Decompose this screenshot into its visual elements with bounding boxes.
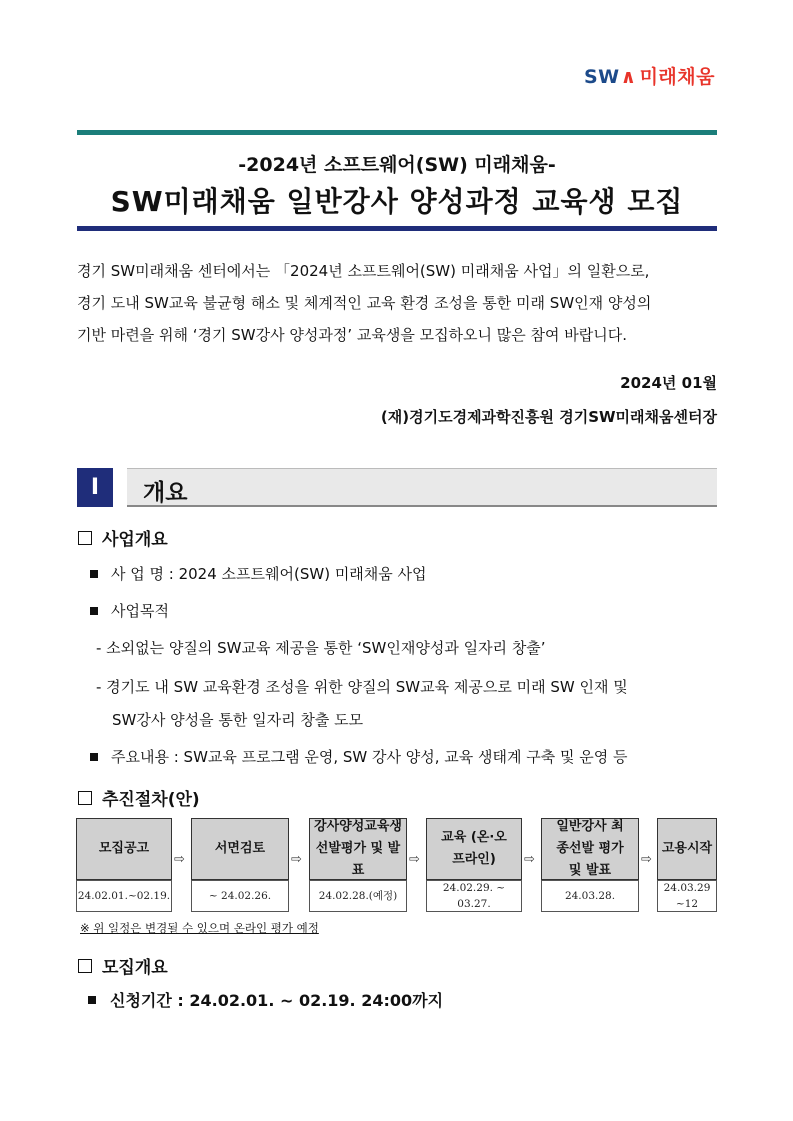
main-content-text: 주요내용 : SW교육 프로그램 운영, SW 강사 양성, 교육 생태계 구축 및 운영 등 (111, 748, 628, 766)
main-content-item (90, 746, 628, 767)
flow-step-6: 고용시작 (657, 818, 717, 880)
logo-mark: ∧ (620, 66, 637, 88)
header-top-rule (77, 130, 717, 135)
purpose-line-1: - 소외없는 양질의 SW교육 제공을 통한 ‘SW인재양성과 일자리 창출’ (96, 639, 546, 657)
flow-step-5-date: 24.03.28. (541, 880, 639, 912)
flow-arrow-icon: ⇨ (291, 852, 302, 867)
flow-step-5: 일반강사 최종선발 평가 및 발표 (541, 818, 639, 880)
recruit-heading (78, 953, 168, 978)
swa-logo (584, 62, 715, 89)
section-title: 개요 (143, 480, 188, 506)
header-bottom-rule (77, 226, 717, 231)
biz-overview-heading-text: 사업개요 (102, 530, 168, 550)
bullet-square-icon (88, 996, 96, 1004)
section-header-bar (127, 468, 717, 507)
biz-purpose-item (90, 600, 169, 621)
logo-sw: SW (583, 66, 620, 88)
purpose-line-2b: SW강사 양성을 통한 일자리 창출 도모 (112, 711, 364, 729)
procedure-heading (78, 785, 200, 810)
doc-date: 2024년 01월 (620, 374, 717, 392)
flow-step-2-date: ~ 24.02.26. (191, 880, 289, 912)
apply-period-item (88, 988, 443, 1011)
bullet-square-icon (90, 607, 98, 615)
doc-subtitle: -2024년 소프트웨어(SW) 미래채움- (238, 154, 556, 176)
flow-step-6-date: 24.03.29 ~12 (657, 880, 717, 912)
intro-paragraph (77, 255, 717, 351)
flow-step-4: 교육 (온·오프라인) (426, 818, 522, 880)
schedule-note: ※ 위 일정은 변경될 수 있으며 온라인 평가 예정 (80, 921, 319, 935)
logo-korean-text: 미래채움 (639, 66, 715, 88)
flow-arrow-icon: ⇨ (409, 852, 420, 867)
flow-step-1: 모집공고 (76, 818, 172, 880)
recruit-heading-text: 모집개요 (102, 958, 168, 978)
flow-arrow-icon: ⇨ (174, 852, 185, 867)
bullet-square-icon (90, 570, 98, 578)
procedure-heading-text: 추진절차(안) (102, 790, 200, 810)
flow-arrow-icon: ⇨ (641, 852, 652, 867)
intro-line-1: 경기 SW미래채움 센터에서는 「2024년 소프트웨어(SW) 미래채움 사업」의 일환으로, (77, 262, 650, 280)
doc-organization: (재)경기도경제과학진흥원 경기SW미래채움센터장 (380, 408, 717, 426)
checkbox-square-icon (78, 791, 92, 805)
logo-korean (640, 62, 715, 89)
checkbox-square-icon (78, 959, 92, 973)
biz-overview-heading (78, 525, 168, 550)
biz-purpose-text: 사업목적 (111, 602, 169, 620)
section-number: I (77, 468, 113, 507)
flow-step-2: 서면검토 (191, 818, 289, 880)
flow-step-3: 강사양성교육생 선발평가 및 발표 (309, 818, 407, 880)
biz-name-item (90, 563, 427, 584)
flow-step-4-date: 24.02.29. ~ 03.27. (426, 880, 522, 912)
doc-title: SW미래채움 일반강사 양성과정 교육생 모집 (110, 185, 684, 218)
apply-period-text: 신청기간 : 24.02.01. ~ 02.19. 24:00까지 (110, 991, 444, 1010)
flow-step-1-date: 24.02.01.~02.19. (76, 880, 172, 912)
flow-arrow-icon: ⇨ (524, 852, 535, 867)
purpose-line-2a: - 경기도 내 SW 교육환경 조성을 위한 양질의 SW교육 제공으로 미래 SW 인재 및 (96, 678, 628, 696)
flow-step-3-date: 24.02.28.(예정) (309, 880, 407, 912)
bullet-square-icon (90, 753, 98, 761)
intro-line-2: 경기 도내 SW교육 불균형 해소 및 체계적인 교육 환경 조성을 통한 미래 SW인재 양성의 (77, 294, 652, 312)
biz-name-text: 사 업 명 : 2024 소프트웨어(SW) 미래채움 사업 (111, 565, 427, 583)
intro-line-3: 기반 마련을 위해 ‘경기 SW강사 양성과정’ 교육생을 모집하오니 많은 참여 바랍니다. (77, 326, 628, 344)
checkbox-square-icon (78, 531, 92, 545)
